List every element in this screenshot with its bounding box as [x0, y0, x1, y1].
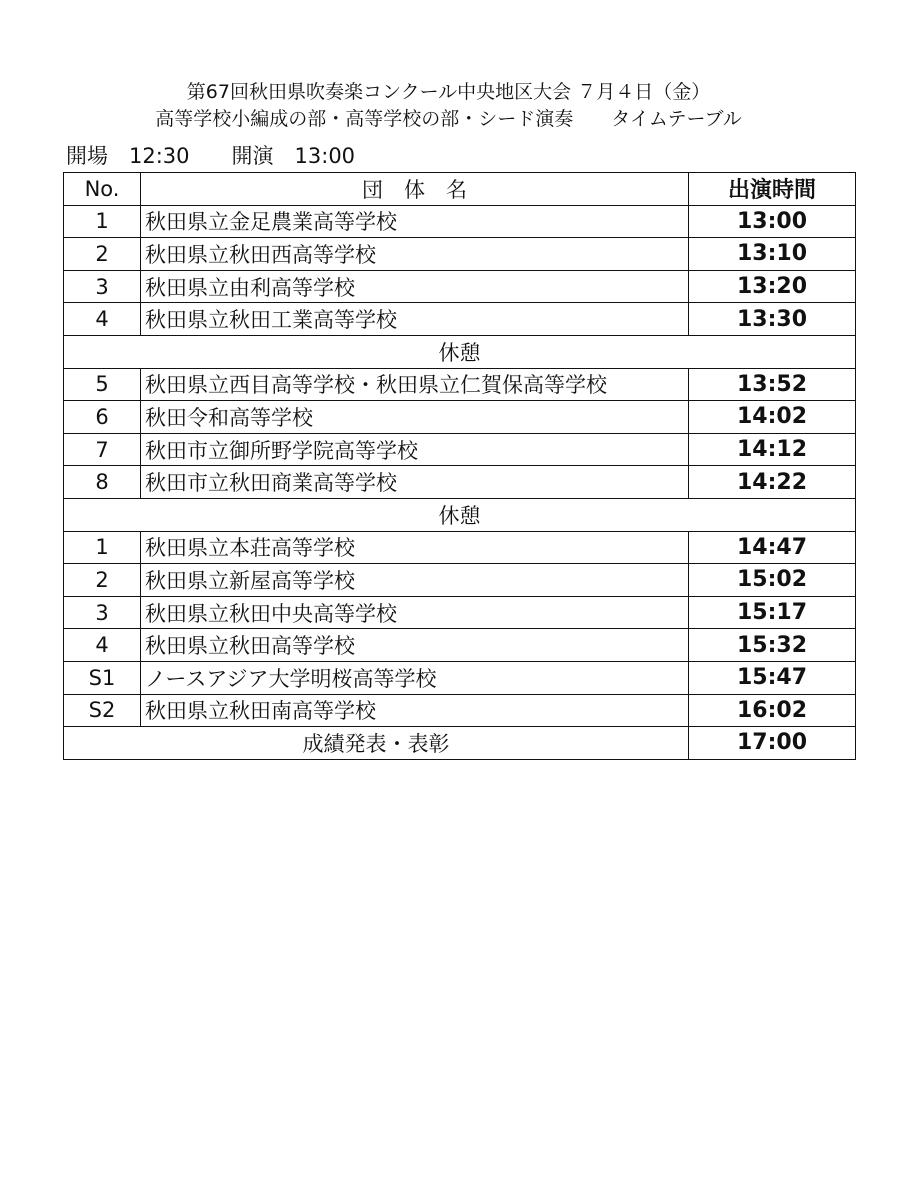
- row-group-name: 秋田市立秋田商業高等学校: [141, 466, 689, 499]
- row-number: 3: [64, 270, 141, 303]
- row-time: 15:02: [689, 564, 856, 597]
- final-label: 成績発表・表彰: [64, 727, 689, 760]
- table-row: [64, 694, 856, 727]
- row-group-name: ノースアジア大学明桜高等学校: [141, 661, 689, 694]
- break-row: [64, 498, 856, 531]
- row-group-name: 秋田県立本荘高等学校: [141, 531, 689, 564]
- row-time: 13:00: [689, 205, 856, 238]
- table-row: [64, 564, 856, 597]
- row-number: S2: [64, 694, 141, 727]
- table-row: [64, 205, 856, 238]
- row-group-name: 秋田県立秋田西高等学校: [141, 238, 689, 271]
- final-time: 17:00: [689, 727, 856, 760]
- row-number: 5: [64, 368, 141, 401]
- row-time: 14:22: [689, 466, 856, 499]
- timetable-body: [64, 205, 856, 759]
- row-number: 1: [64, 531, 141, 564]
- break-label: 休憩: [64, 498, 856, 531]
- row-number: S1: [64, 661, 141, 694]
- row-time: 13:20: [689, 270, 856, 303]
- table-row: [64, 629, 856, 662]
- final-row: [64, 727, 856, 760]
- row-number: 1: [64, 205, 141, 238]
- row-number: 3: [64, 596, 141, 629]
- table-header-row: [64, 173, 856, 206]
- row-group-name: 秋田県立秋田中央高等学校: [141, 596, 689, 629]
- row-number: 4: [64, 303, 141, 336]
- row-time: 14:02: [689, 401, 856, 434]
- row-group-name: 秋田県立秋田工業高等学校: [141, 303, 689, 336]
- row-group-name: 秋田県立金足農業高等学校: [141, 205, 689, 238]
- row-number: 4: [64, 629, 141, 662]
- row-time: 14:12: [689, 433, 856, 466]
- row-number: 8: [64, 466, 141, 499]
- opening-times: 開場 12:30 開演 13:00: [66, 144, 356, 168]
- row-number: 6: [64, 401, 141, 434]
- table-row: [64, 661, 856, 694]
- row-time: 15:32: [689, 629, 856, 662]
- table-row: [64, 531, 856, 564]
- row-number: 2: [64, 238, 141, 271]
- document-title: 第67回秋田県吹奏楽コンクール中央地区大会 ７月４日（金）: [186, 81, 711, 103]
- break-label: 休憩: [64, 335, 856, 368]
- row-number: 2: [64, 564, 141, 597]
- table-row: [64, 270, 856, 303]
- timetable: [63, 172, 856, 760]
- header-no: No.: [64, 173, 141, 206]
- row-group-name: 秋田県立秋田南高等学校: [141, 694, 689, 727]
- row-time: 13:10: [689, 238, 856, 271]
- row-group-name: 秋田県立西目高等学校・秋田県立仁賀保高等学校: [141, 368, 689, 401]
- header-name: 団 体 名: [141, 173, 689, 206]
- table-row: [64, 303, 856, 336]
- table-row: [64, 433, 856, 466]
- row-group-name: 秋田県立新屋高等学校: [141, 564, 689, 597]
- table-row: [64, 238, 856, 271]
- row-time: 13:30: [689, 303, 856, 336]
- header-time: 出演時間: [689, 173, 856, 206]
- row-time: 15:47: [689, 661, 856, 694]
- row-time: 13:52: [689, 368, 856, 401]
- row-number: 7: [64, 433, 141, 466]
- row-time: 15:17: [689, 596, 856, 629]
- row-group-name: 秋田令和高等学校: [141, 401, 689, 434]
- table-row: [64, 368, 856, 401]
- row-group-name: 秋田市立御所野学院高等学校: [141, 433, 689, 466]
- row-group-name: 秋田県立秋田高等学校: [141, 629, 689, 662]
- table-row: [64, 466, 856, 499]
- row-group-name: 秋田県立由利高等学校: [141, 270, 689, 303]
- document-subtitle: 高等学校小編成の部・高等学校の部・シード演奏 タイムテーブル: [155, 108, 742, 130]
- table-row: [64, 401, 856, 434]
- row-time: 16:02: [689, 694, 856, 727]
- break-row: [64, 335, 856, 368]
- row-time: 14:47: [689, 531, 856, 564]
- table-row: [64, 596, 856, 629]
